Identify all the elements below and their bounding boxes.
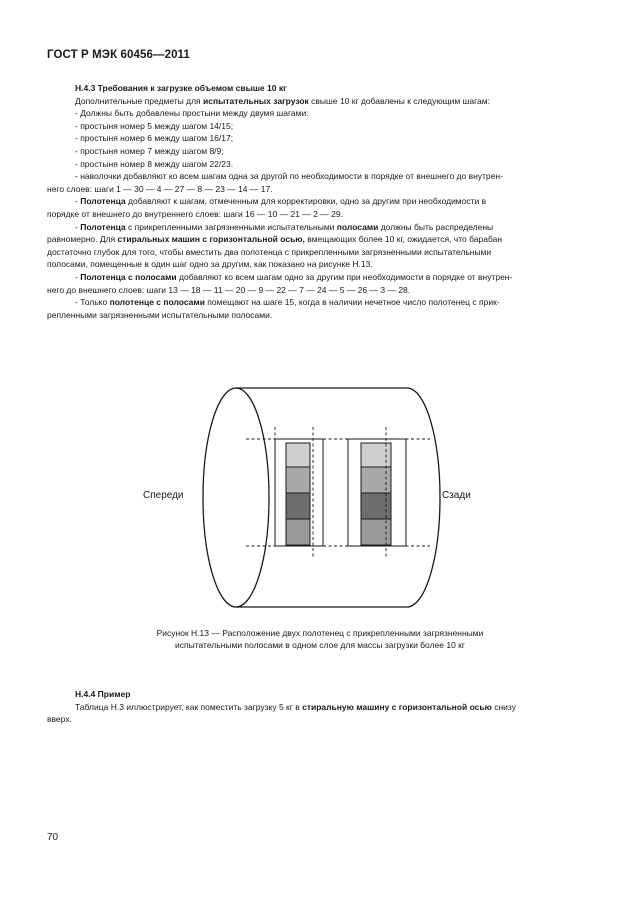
figure-caption: Рисунок Н.13 — Расположение двух полотенец с прикрепленными загрязненными испытательными полосами в одном слое для массы загрузки более 10 кг <box>156 628 484 651</box>
test-strip <box>361 467 391 493</box>
test-strip <box>361 519 391 545</box>
towel-back <box>348 439 406 546</box>
paragraph-strips-cont3: полосами, помещенные в один шаг одно за другим, как показано на рисунке Н.13. <box>47 259 373 270</box>
paragraph-towels: - Полотенца добавляют к шагам, отмеченным для корректировки, одно за другим при необходимости в <box>75 196 487 207</box>
list-item: - простыня номер 5 между шагом 14/15; <box>75 120 234 131</box>
label-front: Спереди <box>143 490 184 501</box>
paragraph-pillowcases-cont: него слоев: шаги 1 — 30 — 4 — 27 — 8 — 23 — 14 — 17. <box>47 183 273 194</box>
page-number: 70 <box>47 832 59 843</box>
section-heading: H.4.4 Пример <box>75 689 131 699</box>
paragraph-strips-cont: равномерно. Для стиральных машин с горизонтальной осью, вмещающих более 10 кг, ожидается, что барабан <box>47 234 503 245</box>
document-header: ГОСТ Р МЭК 60456—2011 <box>47 49 190 61</box>
paragraph-towels-cont: порядке от внешнего до внутреннего слоев: шаги 16 — 10 — 21 — 2 — 29. <box>47 208 343 219</box>
test-strip <box>286 443 310 467</box>
paragraph-towels-with-strips: - Полотенца с полосами добавляют ко всем шагам одно за другим при необходимости в порядке от внутрен- <box>75 271 513 282</box>
sheets-intro: - Должны быть добавлены простыни между двумя шагами: <box>75 108 309 119</box>
list-item: - простыня номер 8 между шагом 22/23. <box>75 158 234 169</box>
test-strip <box>286 467 310 493</box>
list-item: - простыня номер 7 между шагом 8/9; <box>75 145 224 156</box>
test-strip <box>361 443 391 467</box>
towel-front <box>275 439 323 546</box>
test-strip <box>361 493 391 519</box>
paragraph-only-towel: - Только полотенце с полосами помещают на шаге 15, когда в наличии нечетное число полотенец с прик- <box>75 297 500 308</box>
paragraph-intro: Дополнительные предметы для испытательных загрузок свыше 10 кг добавлены к следующим шагам: <box>75 95 490 106</box>
section-heading: H.4.3 Требования к загрузке объемом свыше 10 кг <box>75 83 287 93</box>
paragraph-towels-with-strips-cont: него до внешнего слоев: шаги 13 — 18 — 11 — 20 — 9 — 22 — 7 — 24 — 5 — 26 — 3 — 28. <box>47 284 411 295</box>
test-strip <box>286 493 310 519</box>
test-strip <box>286 519 310 545</box>
paragraph-example: Таблица Н.3 иллюстрирует, как поместить загрузку 5 кг в стиральную машину с горизонтальной осью снизу <box>75 701 516 712</box>
paragraph-strips-cont2: достаточно глубок для того, чтобы вместить два полотенца с прикрепленными загрязненными испытательными <box>47 246 492 257</box>
section-h44 <box>47 688 585 726</box>
paragraph-example-cont: вверх. <box>47 714 72 725</box>
label-back: Сзади <box>442 490 471 501</box>
paragraph-pillowcases: - наволочки добавляют ко всем шагам одна за другой по необходимости в порядке от внешнего до внутрен- <box>75 171 503 182</box>
paragraph-only-towel-cont: репленными загрязненными испытательными полосами. <box>47 309 273 320</box>
paragraph-strips: - Полотенца с прикрепленными загрязненными испытательными полосами должны быть распределены <box>75 221 494 232</box>
list-item: - простыня номер 6 между шагом 16/17; <box>75 133 234 144</box>
